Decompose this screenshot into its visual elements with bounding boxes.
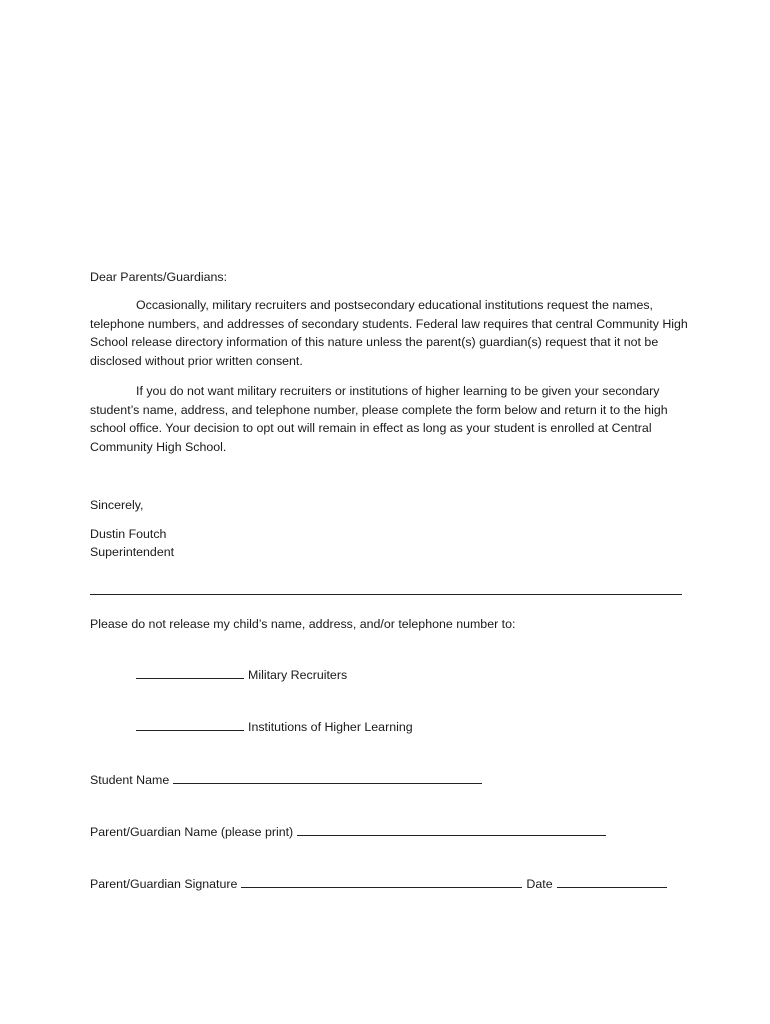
higher-ed-check-blank[interactable] [136,718,244,731]
letter-paragraph-2: If you do not want military recruiters or institutions of higher learning to be given your secondary student’s name, address, and telephone number, please complete the form below and return it to the high school office. Your decision to opt out will remain in effect as long as your student is enrolled at Central Community High School. [90,384,668,455]
student-name-field[interactable] [173,771,482,784]
parent-name-label: Parent/Guardian Name (please print) [90,825,294,839]
student-name-row [90,771,486,789]
letter-paragraph-1: Occasionally, military recruiters and postsecondary educational institutions request the names, telephone numbers, and addresses of secondary students. Federal law requires that central Community High School release directory information of this nature unless the parent(s) guardian(s) request that it not be disclosed without prior written consent. [90,298,688,369]
military-check-blank[interactable] [136,666,244,679]
closing: Sincerely, [90,498,144,512]
higher-ed-label: Institutions of Higher Learning [248,720,413,734]
signer-name: Dustin Foutch [90,527,167,541]
signature-field[interactable] [241,875,522,888]
military-recruiters-label: Military Recruiters [248,668,348,682]
salutation: Dear Parents/Guardians: [90,270,228,284]
date-label: Date [526,877,553,891]
parent-name-field[interactable] [297,823,606,836]
signature-label: Parent/Guardian Signature [90,877,238,891]
optout-higher-ed-row [136,718,413,736]
section-divider [90,594,682,595]
form-intro: Please do not release my child’s name, address, and/or telephone number to: [90,617,516,631]
signer-title: Superintendent [90,545,175,559]
parent-name-row [90,823,610,841]
signature-row [90,875,667,893]
date-field[interactable] [557,875,667,888]
student-name-label: Student Name [90,773,170,787]
optout-military-row [136,666,347,684]
